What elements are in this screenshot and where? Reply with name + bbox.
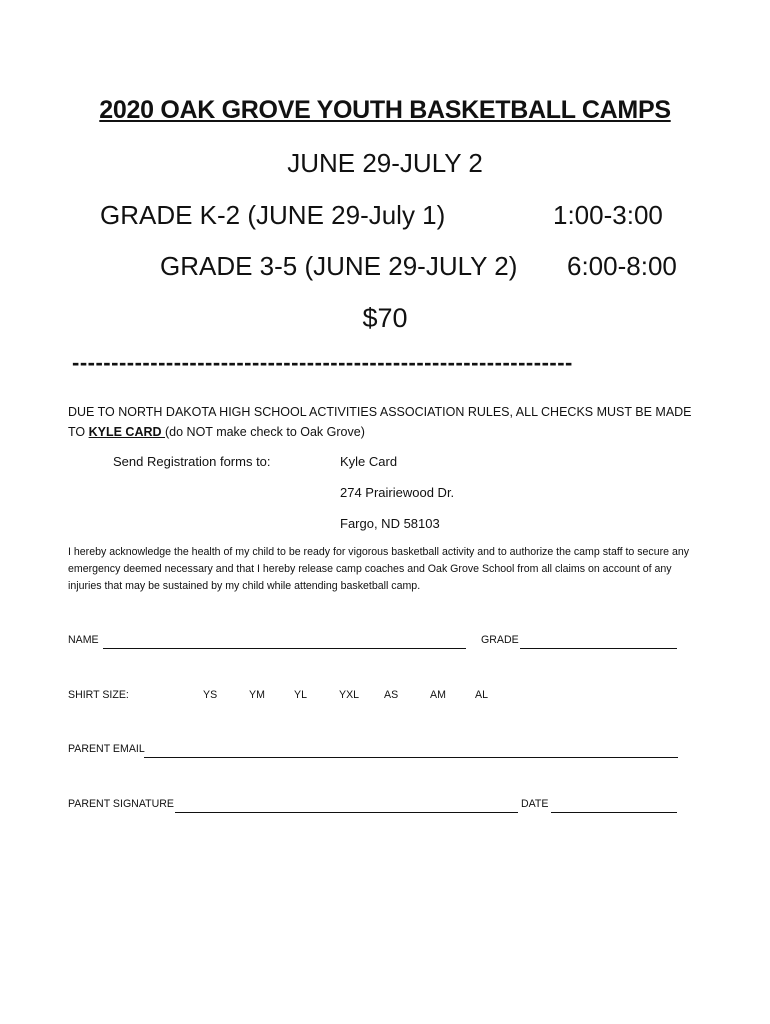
name-label: NAME (68, 634, 99, 646)
shirt-size-yl[interactable]: YL (294, 689, 307, 701)
shirt-size-ym[interactable]: YM (249, 689, 265, 701)
grade-label: GRADE (481, 634, 519, 646)
shirt-size-ys[interactable]: YS (203, 689, 218, 701)
shirt-size-yxl[interactable]: YXL (339, 689, 360, 701)
registration-city: Fargo, ND 58103 (340, 516, 440, 531)
parent-email-input-line[interactable] (144, 756, 678, 758)
shirt-size-label: SHIRT SIZE: (68, 689, 129, 701)
parent-signature-label: PARENT SIGNATURE (68, 798, 174, 810)
parent-signature-input-line[interactable] (175, 811, 518, 813)
camp-price: $70 (362, 303, 408, 333)
registration-label: Send Registration forms to: (113, 454, 271, 469)
shirt-size-am[interactable]: AM (430, 689, 446, 701)
camp-dates: JUNE 29-JULY 2 (287, 148, 483, 178)
shirt-size-al[interactable]: AL (475, 689, 488, 701)
session-35-label: GRADE 3-5 (JUNE 29-JULY 2) (160, 251, 518, 281)
grade-input-line[interactable] (520, 647, 677, 649)
page-title: 2020 OAK GROVE YOUTH BASKETBALL CAMPS (99, 96, 671, 124)
name-input-line[interactable] (103, 647, 466, 649)
session-35-time: 6:00-8:00 (567, 251, 677, 281)
parent-email-label: PARENT EMAIL (68, 743, 145, 755)
notice-suffix: (do NOT make check to Oak Grove) (165, 425, 365, 439)
shirt-size-as[interactable]: AS (384, 689, 399, 701)
payee-name: KYLE CARD (88, 425, 166, 439)
acknowledgement-text: I hereby acknowledge the health of my child to be ready for vigorous basketball activity and to authorize the camp staff to secure any emergency deemed necessary and that I hereby release camp coaches and Oak Grove School from all claims on account of any injuries that may be sustained by my child while attending basketball camp. (68, 546, 690, 592)
session-k2-label: GRADE K-2 (JUNE 29-July 1) (100, 200, 446, 230)
registration-name: Kyle Card (340, 454, 398, 469)
separator-line: ---------------------------------------------------------------- (72, 350, 573, 375)
date-input-line[interactable] (551, 811, 677, 813)
notice-to: TO (68, 425, 89, 439)
session-k2-time: 1:00-3:00 (553, 200, 663, 230)
notice-line-1: DUE TO NORTH DAKOTA HIGH SCHOOL ACTIVITIES ASSOCIATION RULES, ALL CHECKS MUST BE MADE (68, 405, 692, 419)
check-notice (68, 402, 708, 442)
registration-street: 274 Prairiewood Dr. (340, 485, 455, 500)
date-label: DATE (521, 798, 549, 810)
